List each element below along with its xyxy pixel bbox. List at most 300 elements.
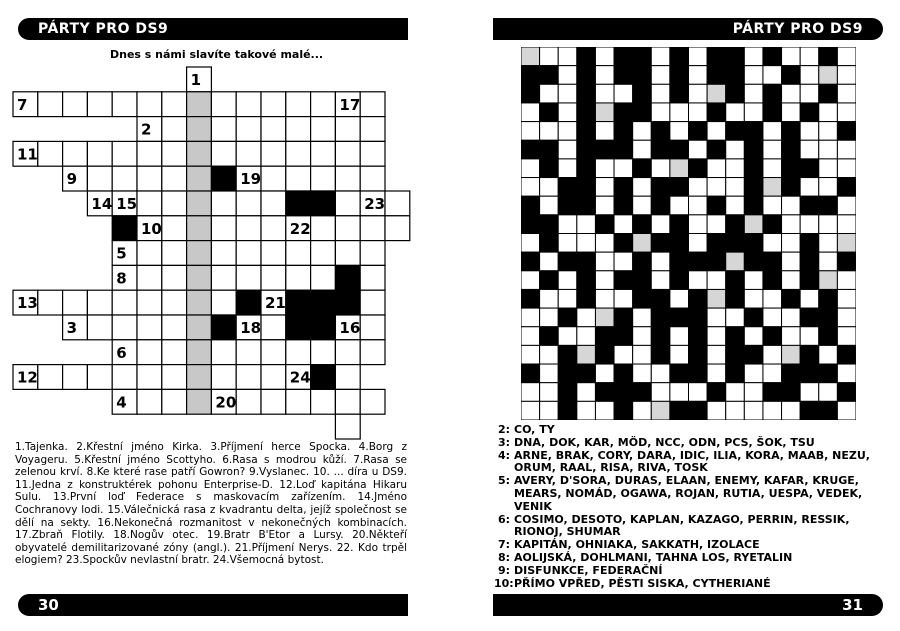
crossword-cell xyxy=(137,241,162,266)
clue-number: 7 xyxy=(17,95,28,114)
grid-cell xyxy=(521,271,540,290)
crossword-cell xyxy=(236,141,261,166)
grid-cell xyxy=(651,401,670,420)
grid-cell xyxy=(614,84,633,103)
grid-cell xyxy=(670,215,689,234)
crossword-cell xyxy=(137,191,162,216)
grid-cell xyxy=(633,383,652,402)
grid-cell xyxy=(782,327,801,346)
grid-cell xyxy=(670,159,689,178)
grid-cell xyxy=(726,383,745,402)
grid-cell xyxy=(837,178,856,197)
crossword-cell xyxy=(261,92,286,117)
grid-cell xyxy=(595,234,614,253)
grid-cell xyxy=(521,178,540,197)
grid-cell xyxy=(726,178,745,197)
crossword-cell xyxy=(112,365,137,390)
crossword-cell xyxy=(335,290,360,315)
grid-cell xyxy=(577,215,596,234)
crossword-cell xyxy=(311,340,336,365)
crossword-cell xyxy=(137,92,162,117)
crossword-cell xyxy=(261,117,286,142)
grid-cell xyxy=(726,140,745,159)
grid-cell xyxy=(540,47,559,66)
grid-cell xyxy=(651,327,670,346)
grid-cell xyxy=(689,103,708,122)
grid-cell xyxy=(651,122,670,141)
grid-cell xyxy=(651,66,670,85)
grid-cell xyxy=(540,84,559,103)
clue-number: 6 xyxy=(116,343,127,362)
grid-cell xyxy=(614,103,633,122)
crossword-cell xyxy=(211,92,236,117)
crossword-cell xyxy=(360,340,385,365)
grid-cell xyxy=(689,84,708,103)
grid-cell xyxy=(614,140,633,159)
word-length-label: 3: xyxy=(497,435,510,449)
grid-cell xyxy=(819,271,838,290)
crossword-cell xyxy=(335,414,360,439)
grid-cell xyxy=(540,103,559,122)
grid-cell xyxy=(540,215,559,234)
crossword-cell xyxy=(87,92,112,117)
grid-cell xyxy=(670,401,689,420)
grid-cell xyxy=(521,122,540,141)
grid-cell xyxy=(540,383,559,402)
crossword-cell xyxy=(360,92,385,117)
crossword-cell xyxy=(112,92,137,117)
crossword-cell xyxy=(261,166,286,191)
grid-cell xyxy=(726,327,745,346)
grid-cell xyxy=(726,252,745,271)
crossword-cell xyxy=(286,340,311,365)
crossword-cell xyxy=(187,389,212,414)
grid-cell xyxy=(614,47,633,66)
crossword-cell xyxy=(162,191,187,216)
grid-cell xyxy=(595,159,614,178)
crossword-cell xyxy=(187,92,212,117)
clue-number: 21 xyxy=(265,294,286,313)
grid-cell xyxy=(782,103,801,122)
crossword-cell xyxy=(162,117,187,142)
crossword-cell xyxy=(137,365,162,390)
grid-cell xyxy=(744,271,763,290)
grid-cell xyxy=(782,364,801,383)
grid-cell xyxy=(558,196,577,215)
grid-cell xyxy=(577,122,596,141)
grid-cell xyxy=(707,215,726,234)
grid-cell xyxy=(726,215,745,234)
grid-cell xyxy=(521,252,540,271)
grid-cell xyxy=(651,215,670,234)
grid-cell xyxy=(595,345,614,364)
grid-cell xyxy=(837,196,856,215)
grid-cell xyxy=(633,215,652,234)
grid-cell xyxy=(726,103,745,122)
grid-cell xyxy=(521,196,540,215)
grid-cell xyxy=(540,234,559,253)
clue-number: 20 xyxy=(215,393,237,412)
grid-cell xyxy=(577,84,596,103)
grid-cell xyxy=(595,289,614,308)
grid-cell xyxy=(670,66,689,85)
grid-cell xyxy=(689,47,708,66)
grid-cell xyxy=(558,140,577,159)
crossword-cell xyxy=(187,166,212,191)
grid-cell xyxy=(707,308,726,327)
crossword-cell xyxy=(162,92,187,117)
grid-cell xyxy=(726,159,745,178)
word-lists xyxy=(494,424,894,590)
crossword-cell xyxy=(311,241,336,266)
word-list-row xyxy=(494,450,894,476)
crossword-cell xyxy=(211,216,236,241)
crossword-cell xyxy=(137,265,162,290)
grid-cell xyxy=(614,289,633,308)
grid-cell xyxy=(633,271,652,290)
crossword-cell xyxy=(38,92,63,117)
grid-cell xyxy=(744,122,763,141)
grid-cell xyxy=(819,159,838,178)
grid-cell xyxy=(577,47,596,66)
grid-cell xyxy=(837,66,856,85)
grid-cell xyxy=(558,364,577,383)
crossword-cell xyxy=(286,389,311,414)
grid-cell xyxy=(763,271,782,290)
grid-cell xyxy=(707,271,726,290)
grid-cell xyxy=(651,196,670,215)
grid-cell xyxy=(707,345,726,364)
clue-number: 14 xyxy=(91,195,113,213)
grid-cell xyxy=(800,252,819,271)
grid-cell xyxy=(633,84,652,103)
grid-cell xyxy=(744,47,763,66)
grid-cell xyxy=(614,252,633,271)
grid-cell xyxy=(558,159,577,178)
grid-cell xyxy=(595,383,614,402)
grid-cell xyxy=(633,178,652,197)
grid-cell xyxy=(558,252,577,271)
grid-cell xyxy=(521,215,540,234)
grid-cell xyxy=(595,364,614,383)
grid-cell xyxy=(689,196,708,215)
grid-cell xyxy=(614,66,633,85)
grid-cell xyxy=(689,159,708,178)
grid-cell xyxy=(558,47,577,66)
crossword-cell xyxy=(162,315,187,340)
grid-cell xyxy=(595,271,614,290)
grid-cell xyxy=(744,327,763,346)
grid-cell xyxy=(577,196,596,215)
grid-cell xyxy=(689,178,708,197)
crossword-cell xyxy=(311,216,336,241)
grid-cell xyxy=(744,252,763,271)
grid-cell xyxy=(819,84,838,103)
crossword-cell xyxy=(236,241,261,266)
crossword-cell xyxy=(236,290,261,315)
grid-cell xyxy=(633,345,652,364)
grid-cell xyxy=(577,159,596,178)
grid-cell xyxy=(540,364,559,383)
grid-cell xyxy=(558,327,577,346)
crossword-cell xyxy=(335,389,360,414)
grid-cell xyxy=(800,327,819,346)
grid-cell xyxy=(800,84,819,103)
crossword-cell xyxy=(137,389,162,414)
crossword-cell xyxy=(360,389,385,414)
grid-cell xyxy=(837,103,856,122)
crossword-cell xyxy=(286,117,311,142)
crossword-cell xyxy=(87,141,112,166)
grid-cell xyxy=(819,122,838,141)
word-length-label: 4: xyxy=(497,448,510,462)
grid-cell xyxy=(763,103,782,122)
clue-number: 8 xyxy=(116,269,127,288)
crossword-cell xyxy=(335,117,360,142)
grid-cell xyxy=(744,84,763,103)
grid-cell xyxy=(707,234,726,253)
grid-cell xyxy=(837,47,856,66)
grid-cell xyxy=(670,103,689,122)
grid-cell xyxy=(521,401,540,420)
grid-cell xyxy=(763,215,782,234)
grid-cell xyxy=(689,364,708,383)
crossword-cell xyxy=(286,290,311,315)
grid-cell xyxy=(800,383,819,402)
crossword-cell xyxy=(335,340,360,365)
crossword-cell xyxy=(211,117,236,142)
grid-cell xyxy=(800,289,819,308)
grid-cell xyxy=(837,364,856,383)
crossword-cell xyxy=(335,141,360,166)
grid-cell xyxy=(800,345,819,364)
crossword-cell xyxy=(286,241,311,266)
grid-cell xyxy=(633,196,652,215)
left-page-number: 30 xyxy=(18,594,408,616)
grid-cell xyxy=(670,84,689,103)
grid-cell xyxy=(763,234,782,253)
grid-cell xyxy=(540,271,559,290)
grid-cell xyxy=(633,401,652,420)
crossword-cell xyxy=(87,290,112,315)
grid-cell xyxy=(633,66,652,85)
grid-cell xyxy=(651,159,670,178)
grid-cell xyxy=(744,178,763,197)
grid-cell xyxy=(614,401,633,420)
crossword-cell xyxy=(360,315,385,340)
grid-cell xyxy=(707,140,726,159)
grid-cell xyxy=(763,383,782,402)
crossword-cell xyxy=(236,216,261,241)
grid-cell xyxy=(521,84,540,103)
grid-cell xyxy=(558,234,577,253)
grid-cell xyxy=(689,140,708,159)
clue-number: 15 xyxy=(116,195,138,213)
word-list-row xyxy=(494,552,894,565)
grid-cell xyxy=(800,122,819,141)
crossword-cell xyxy=(187,315,212,340)
crossword-cell xyxy=(311,166,336,191)
crossword-cell xyxy=(112,141,137,166)
grid-cell xyxy=(800,271,819,290)
grid-cell xyxy=(837,84,856,103)
grid-cell xyxy=(707,47,726,66)
crossword-cell xyxy=(211,265,236,290)
grid-cell xyxy=(651,47,670,66)
crossword-cell xyxy=(187,191,212,216)
grid-cell xyxy=(837,252,856,271)
crossword-cell xyxy=(261,365,286,390)
grid-cell xyxy=(726,271,745,290)
grid-cell xyxy=(707,122,726,141)
grid-cell xyxy=(819,140,838,159)
grid-cell xyxy=(782,178,801,197)
crossword-cell xyxy=(137,340,162,365)
grid-cell xyxy=(595,84,614,103)
crossword-cell xyxy=(63,141,88,166)
crossword-cell xyxy=(112,290,137,315)
clue-number: 24 xyxy=(289,368,311,387)
crossword-cell xyxy=(187,265,212,290)
grid-cell xyxy=(577,103,596,122)
grid-cell xyxy=(577,327,596,346)
grid-cell xyxy=(521,47,540,66)
grid-cell xyxy=(744,159,763,178)
grid-cell xyxy=(744,364,763,383)
fill-in-grid xyxy=(521,47,856,420)
grid-cell xyxy=(763,401,782,420)
grid-cell xyxy=(744,308,763,327)
grid-cell xyxy=(689,345,708,364)
word-length-label: 2: xyxy=(497,423,510,436)
crossword-cell xyxy=(385,191,410,216)
crossword-cell xyxy=(211,290,236,315)
grid-cell xyxy=(763,84,782,103)
grid-cell xyxy=(689,122,708,141)
grid-cell xyxy=(707,178,726,197)
grid-cell xyxy=(595,215,614,234)
clue-number: 10 xyxy=(141,219,162,238)
grid-cell xyxy=(595,47,614,66)
grid-cell xyxy=(595,308,614,327)
grid-cell xyxy=(819,252,838,271)
grid-cell xyxy=(744,383,763,402)
crossword-cell xyxy=(311,315,336,340)
grid-cell xyxy=(782,271,801,290)
word-list-row xyxy=(494,514,894,540)
grid-cell xyxy=(651,84,670,103)
grid-cell xyxy=(577,383,596,402)
crossword-cell xyxy=(360,290,385,315)
crossword-cell xyxy=(63,365,88,390)
grid-cell xyxy=(726,66,745,85)
grid-cell xyxy=(726,289,745,308)
clue-number: 2 xyxy=(141,120,152,139)
grid-cell xyxy=(614,271,633,290)
grid-cell xyxy=(707,103,726,122)
grid-cell xyxy=(782,215,801,234)
grid-cell xyxy=(540,308,559,327)
word-list: KAPITÁN, OHNIAKA, SAKKATH, IZOLACE xyxy=(514,538,760,552)
grid-cell xyxy=(595,103,614,122)
grid-cell xyxy=(837,234,856,253)
grid-cell xyxy=(595,122,614,141)
grid-cell xyxy=(651,234,670,253)
grid-cell xyxy=(540,345,559,364)
crossword-cell xyxy=(335,166,360,191)
word-list: CO, TY xyxy=(514,423,555,436)
grid-cell xyxy=(744,345,763,364)
grid-cell xyxy=(558,345,577,364)
crossword-cell xyxy=(162,141,187,166)
grid-cell xyxy=(577,308,596,327)
grid-cell xyxy=(819,327,838,346)
grid-cell xyxy=(744,289,763,308)
grid-cell xyxy=(670,383,689,402)
grid-cell xyxy=(595,140,614,159)
grid-cell xyxy=(707,289,726,308)
crossword-cell xyxy=(286,191,311,216)
grid-cell xyxy=(726,196,745,215)
grid-cell xyxy=(521,140,540,159)
grid-cell xyxy=(689,289,708,308)
grid-cell xyxy=(670,178,689,197)
grid-cell xyxy=(595,178,614,197)
word-list: AOLIJSKÁ, DOHLMANI, TAHNA LOS, RYETALIN xyxy=(514,550,793,564)
grid-cell xyxy=(577,140,596,159)
word-length-label: 5: xyxy=(497,474,510,488)
grid-cell xyxy=(689,66,708,85)
grid-cell xyxy=(540,140,559,159)
grid-cell xyxy=(651,252,670,271)
grid-cell xyxy=(670,47,689,66)
crossword-cell xyxy=(162,340,187,365)
crossword-cell xyxy=(311,389,336,414)
clues-text: 1.Tajenka. 2.Křestní jméno Kirka. 3.Příjmení herce Spocka. 4.Borg z Voyageru. 5.Křestní jméno Scottyho. 6.Rasa s modrou kůží. 7.Rasa se zelenou krví. 8.Ke které rase patří Gowron? 9.Vyslanec. 10. ... díra u DS9. 11.Jedna z konstruktérek pohonu Enterprise-D. 12.Loď kapitána Hikaru Sulu. 13.První loď Federace s maskovacím zařízením. 14.Jméno Cochranovy lodi. 15.Válečnická rasa z kvadrantu delta, jejíž společnost se dělí na sekty. 16.Nekonečná rozmanitost v nekonečných kombinacích. 17.Zbraň Flotily. 18.Nogův otec. 19.Bratr B'Etor a Lursy. 20.Někteří obyvatelé demilitarizované zóny (angl.). 21.Příjmení Nerys. 22. Kdo trpěl elogiem? 23.Spockův nevlastní bratr. 24.Všemocná bytost. xyxy=(15,441,407,567)
clue-number: 13 xyxy=(17,294,38,313)
grid-cell xyxy=(577,271,596,290)
grid-cell xyxy=(837,327,856,346)
grid-cell xyxy=(763,122,782,141)
grid-cell xyxy=(558,289,577,308)
clue-number: 17 xyxy=(339,95,361,114)
crossword-cell xyxy=(38,141,63,166)
grid-cell xyxy=(800,47,819,66)
crossword-cell xyxy=(311,365,336,390)
grid-cell xyxy=(707,364,726,383)
clue-number: 12 xyxy=(17,368,38,387)
crossword-grid xyxy=(0,0,420,440)
crossword-cell xyxy=(311,117,336,142)
grid-cell xyxy=(540,66,559,85)
grid-cell xyxy=(633,103,652,122)
crossword-cell xyxy=(360,241,385,266)
grid-cell xyxy=(670,196,689,215)
grid-cell xyxy=(558,271,577,290)
crossword-cell xyxy=(187,365,212,390)
grid-cell xyxy=(521,159,540,178)
crossword-cell xyxy=(261,265,286,290)
grid-cell xyxy=(689,327,708,346)
grid-cell xyxy=(521,383,540,402)
grid-cell xyxy=(614,159,633,178)
grid-cell xyxy=(577,234,596,253)
word-list: PŘÍMO VPŘED, PĚSTI SISKA, CYTHERIANÉ xyxy=(514,576,771,590)
crossword-cell xyxy=(261,389,286,414)
grid-cell xyxy=(800,66,819,85)
word-length-label: 6: xyxy=(497,512,510,526)
grid-cell xyxy=(726,401,745,420)
